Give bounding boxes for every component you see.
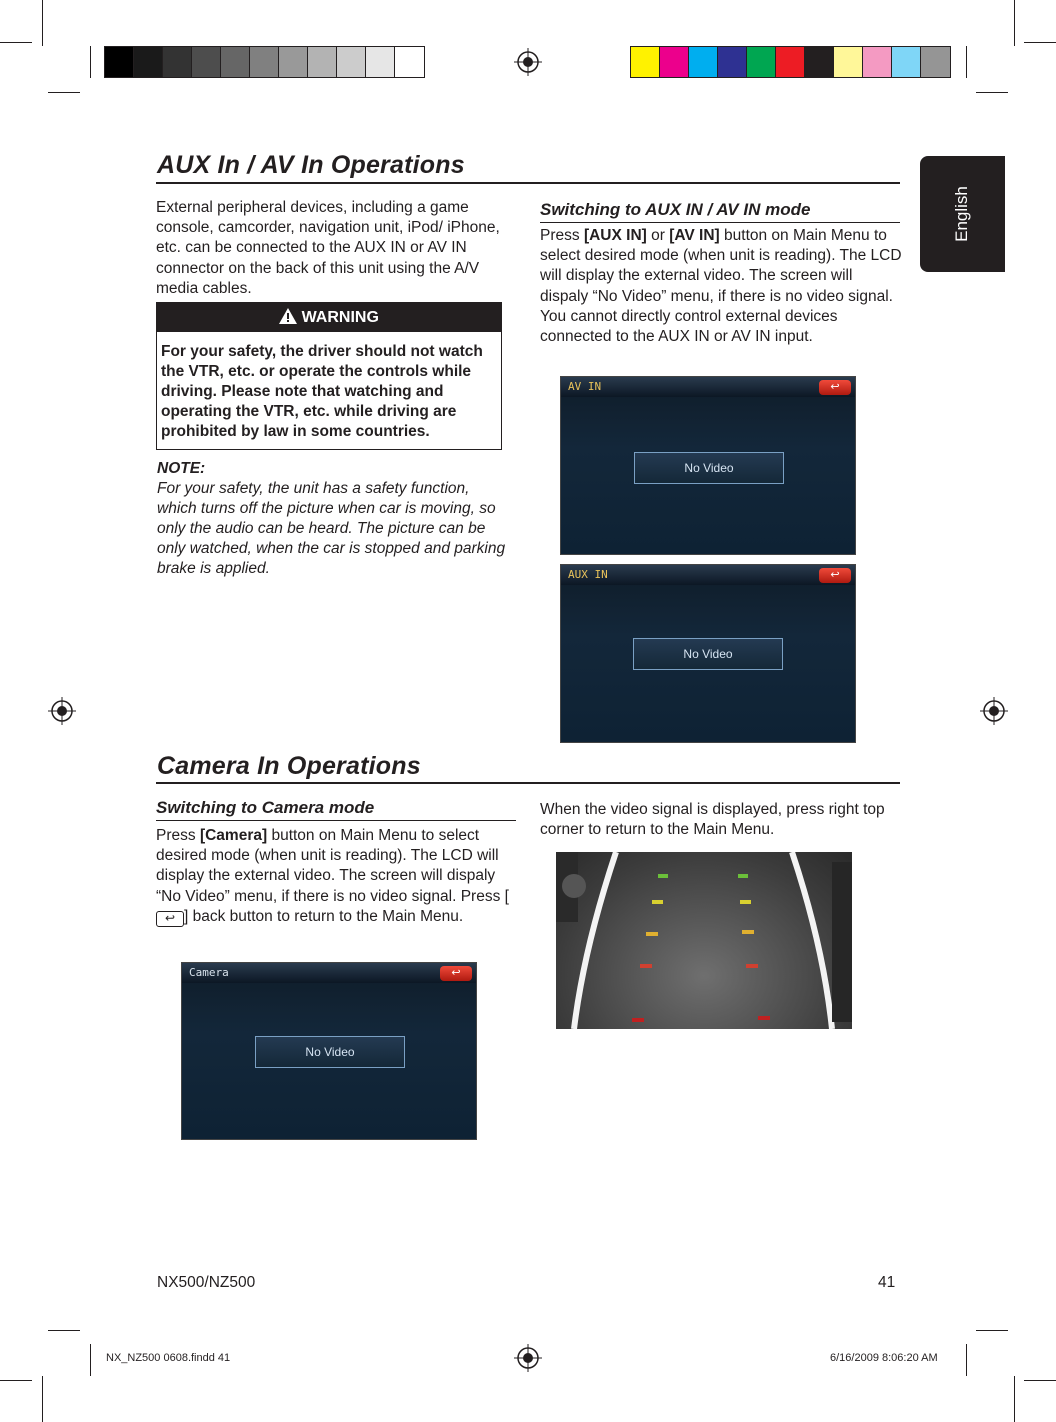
screen-mode-label: Camera [189, 966, 229, 979]
no-video-label: No Video [255, 1036, 405, 1068]
camera-screenshot [181, 962, 477, 1140]
aux-switch-title: Switching to AUX IN / AV IN mode [540, 200, 811, 219]
color-swatch [776, 47, 805, 77]
subsection-rule [156, 820, 516, 821]
color-swatch [892, 47, 921, 77]
color-swatch [250, 47, 279, 77]
print-slug-file: NX_NZ500 0608.findd 41 [106, 1352, 231, 1364]
crop-mark [0, 1380, 32, 1381]
crop-mark [90, 46, 91, 78]
color-swatch [863, 47, 892, 77]
crop-mark [42, 1376, 43, 1422]
color-swatch [921, 47, 950, 77]
color-swatch [279, 47, 308, 77]
color-swatch [689, 47, 718, 77]
color-swatch [308, 47, 337, 77]
color-swatch [221, 47, 250, 77]
rear-camera-guide-lines [556, 852, 852, 1029]
crop-mark [966, 1344, 967, 1376]
screen-header [561, 377, 855, 397]
warning-header [157, 303, 501, 332]
note-title: NOTE: [157, 460, 206, 477]
back-button-icon: ↩ [819, 568, 851, 583]
registration-mark-icon [514, 48, 542, 76]
warning-triangle-icon [279, 308, 297, 324]
crop-mark [976, 1330, 1008, 1331]
crop-mark [1024, 42, 1056, 43]
aux-in-screenshot [560, 564, 856, 743]
crop-mark [1024, 1380, 1056, 1381]
av-in-screenshot [560, 376, 856, 555]
color-swatch [192, 47, 221, 77]
crop-mark [90, 1344, 91, 1376]
color-swatch [631, 47, 660, 77]
aux-intro-text: External peripheral devices, including a game console, camcorder, navigation unit, iPod/ iPhone, etc. can be connected to the AUX IN or AV IN connector on the back of this unit using the A/V media cables. [156, 199, 500, 297]
screen-mode-label: AUX IN [568, 568, 608, 581]
color-swatch [718, 47, 747, 77]
page-number: 41 [878, 1274, 896, 1291]
screen-mode-label: AV IN [568, 380, 602, 393]
warning-text: For your safety, the driver should not watch the VTR, etc. or operate the controls while driving. Please note that watching and operating the VTR, etc. while driving are prohibited by law in some countries. [161, 343, 483, 440]
crop-mark [42, 0, 43, 46]
process-color-bar [630, 46, 951, 78]
registration-mark-icon [48, 697, 76, 725]
rear-camera-image [556, 852, 852, 1029]
camera-section-title: Camera In Operations [157, 752, 421, 780]
crop-mark [48, 1330, 80, 1331]
section-rule [156, 182, 900, 184]
camera-switch-title: Switching to Camera mode [156, 798, 375, 817]
color-swatch [805, 47, 834, 77]
no-video-label: No Video [633, 638, 783, 670]
color-swatch [395, 47, 424, 77]
section-rule [156, 782, 900, 784]
color-swatch [134, 47, 163, 77]
aux-switch-text: Press [AUX IN] or [AV IN] button on Main Menu to select desired mode (when unit is reading). The LCD will display the external video. The screen will dispaly “No Video” menu, if there is no video signal. You cannot directly control external devices connected to the AUX IN or AV IN input. [540, 227, 902, 346]
crop-mark [0, 42, 32, 43]
color-swatch [747, 47, 776, 77]
color-swatch [337, 47, 366, 77]
crop-mark [966, 46, 967, 78]
crop-mark [976, 92, 1008, 93]
registration-mark-icon [980, 697, 1008, 725]
color-swatch [834, 47, 863, 77]
crop-mark [1014, 1376, 1015, 1422]
crop-mark [48, 92, 80, 93]
color-swatch [660, 47, 689, 77]
camera-return-text: When the video signal is displayed, press right top corner to return to the Main Menu. [540, 801, 885, 839]
color-swatch [366, 47, 395, 77]
no-video-label: No Video [634, 452, 784, 484]
registration-mark-icon [514, 1344, 542, 1372]
crop-mark [1014, 0, 1015, 46]
grayscale-color-bar [104, 46, 425, 78]
subsection-rule [540, 222, 900, 223]
color-swatch [163, 47, 192, 77]
print-slug-timestamp: 6/16/2009 8:06:20 AM [830, 1352, 938, 1364]
back-button-icon: ↩ [440, 966, 472, 981]
footer-model: NX500/NZ500 [157, 1274, 256, 1291]
camera-switch-text: Press [Camera] button on Main Menu to select desired mode (when unit is reading). The LCD will display the external video. The screen will dispaly “No Video” menu, if there is no video signal. Press [↩ ] back button to return to the Main Menu. [156, 827, 509, 925]
warning-title: WARNING [301, 309, 379, 326]
language-tab-label: English [952, 186, 971, 242]
color-swatch [105, 47, 134, 77]
back-button-icon: ↩ [819, 380, 851, 395]
warning-box [156, 302, 502, 450]
aux-section-title: AUX In / AV In Operations [157, 151, 465, 179]
back-button-icon: ↩ [156, 911, 184, 927]
note-text: For your safety, the unit has a safety function, which turns off the picture when car is moving, so only the audio can be heard. The picture can be only watched, when the car is stopped and parking brake is applied. [157, 480, 506, 577]
